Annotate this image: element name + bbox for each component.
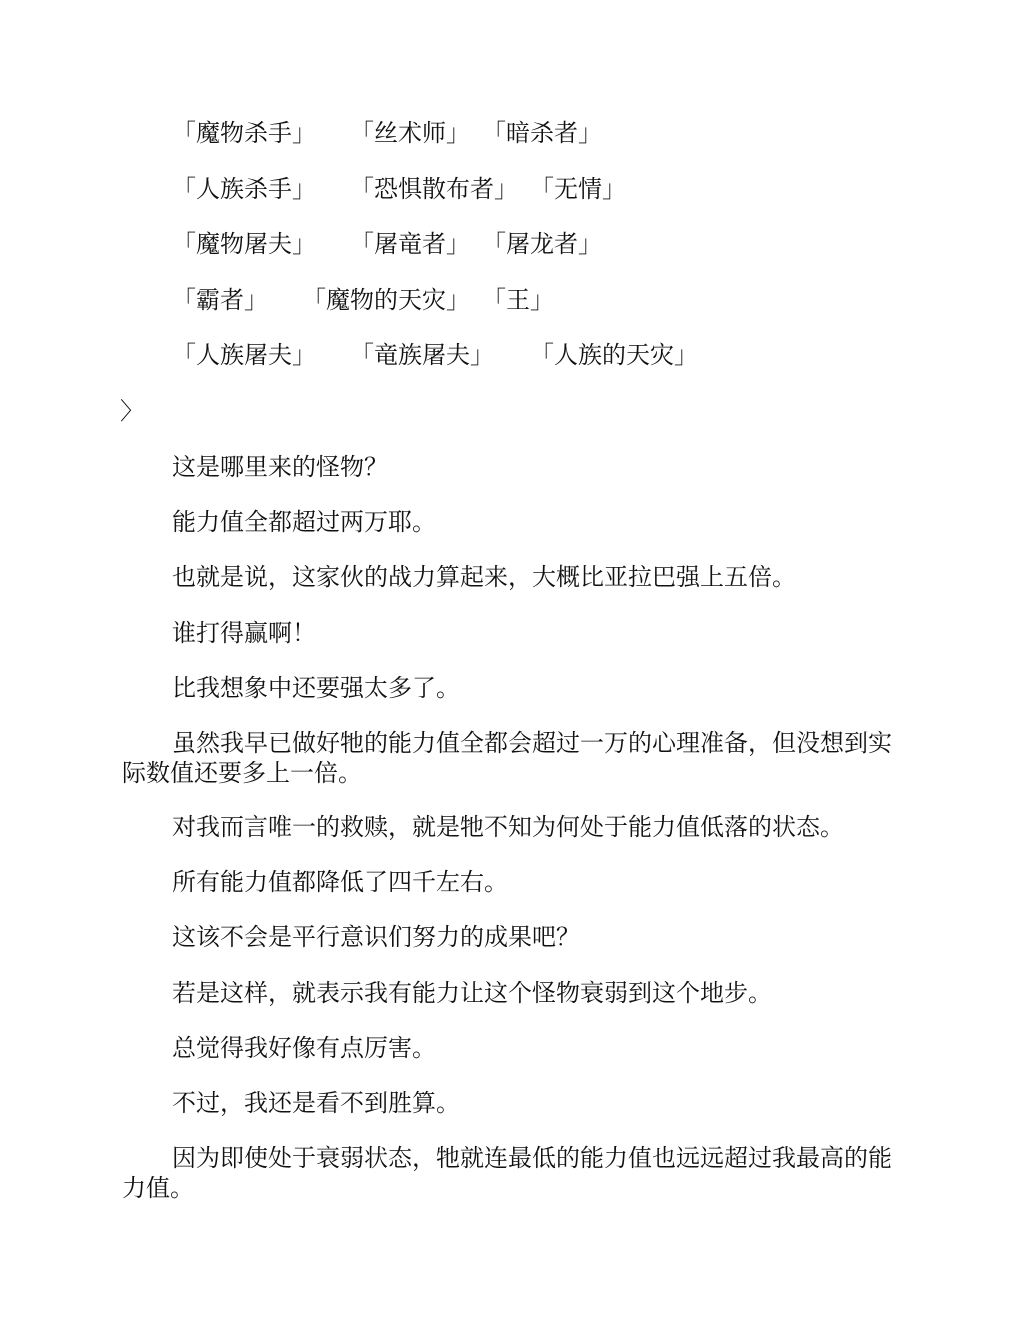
title-item: 「人族杀手」 <box>172 175 316 203</box>
title-item: 「王」 <box>482 286 554 314</box>
paragraph: 谁打得赢啊！ <box>172 619 316 647</box>
paragraph: 不过，我还是看不到胜算。 <box>172 1089 460 1117</box>
title-item: 「霸者」 <box>172 286 268 314</box>
title-item: 「魔物屠夫」 <box>172 230 316 258</box>
title-item: 「魔物的天灾」 <box>302 286 470 314</box>
paragraph: 这该不会是平行意识们努力的成果吧？ <box>172 923 580 951</box>
paragraph: 因为即使处于衰弱状态，牠就连最低的能力值也远远超过我最高的能力值。 <box>122 1144 892 1202</box>
title-item: 「人族的天灾」 <box>530 341 698 369</box>
title-item: 「魔物杀手」 <box>172 119 316 147</box>
title-item: 「无情」 <box>530 175 626 203</box>
title-item: 「竜族屠夫」 <box>350 341 494 369</box>
closing-bracket: 〉 <box>120 397 144 425</box>
paragraph: 这是哪里来的怪物？ <box>172 453 388 481</box>
paragraph: 也就是说，这家伙的战力算起来，大概比亚拉巴强上五倍。 <box>172 563 796 591</box>
paragraph: 对我而言唯一的救赎，就是牠不知为何处于能力值低落的状态。 <box>172 813 844 841</box>
paragraph: 所有能力值都降低了四千左右。 <box>172 868 508 896</box>
title-item: 「屠龙者」 <box>482 230 602 258</box>
paragraph: 比我想象中还要强太多了。 <box>172 674 460 702</box>
title-item: 「人族屠夫」 <box>172 341 316 369</box>
title-item: 「屠竜者」 <box>350 230 470 258</box>
title-item: 「暗杀者」 <box>482 119 602 147</box>
paragraph: 能力值全都超过两万耶。 <box>172 508 436 536</box>
title-item: 「丝术师」 <box>350 119 470 147</box>
title-item: 「恐惧散布者」 <box>350 175 518 203</box>
paragraph: 虽然我早已做好牠的能力值全都会超过一万的心理准备，但没想到实际数值还要多上一倍。 <box>122 729 892 787</box>
paragraph: 总觉得我好像有点厉害。 <box>172 1034 436 1062</box>
paragraph: 若是这样，就表示我有能力让这个怪物衰弱到这个地步。 <box>172 979 772 1007</box>
